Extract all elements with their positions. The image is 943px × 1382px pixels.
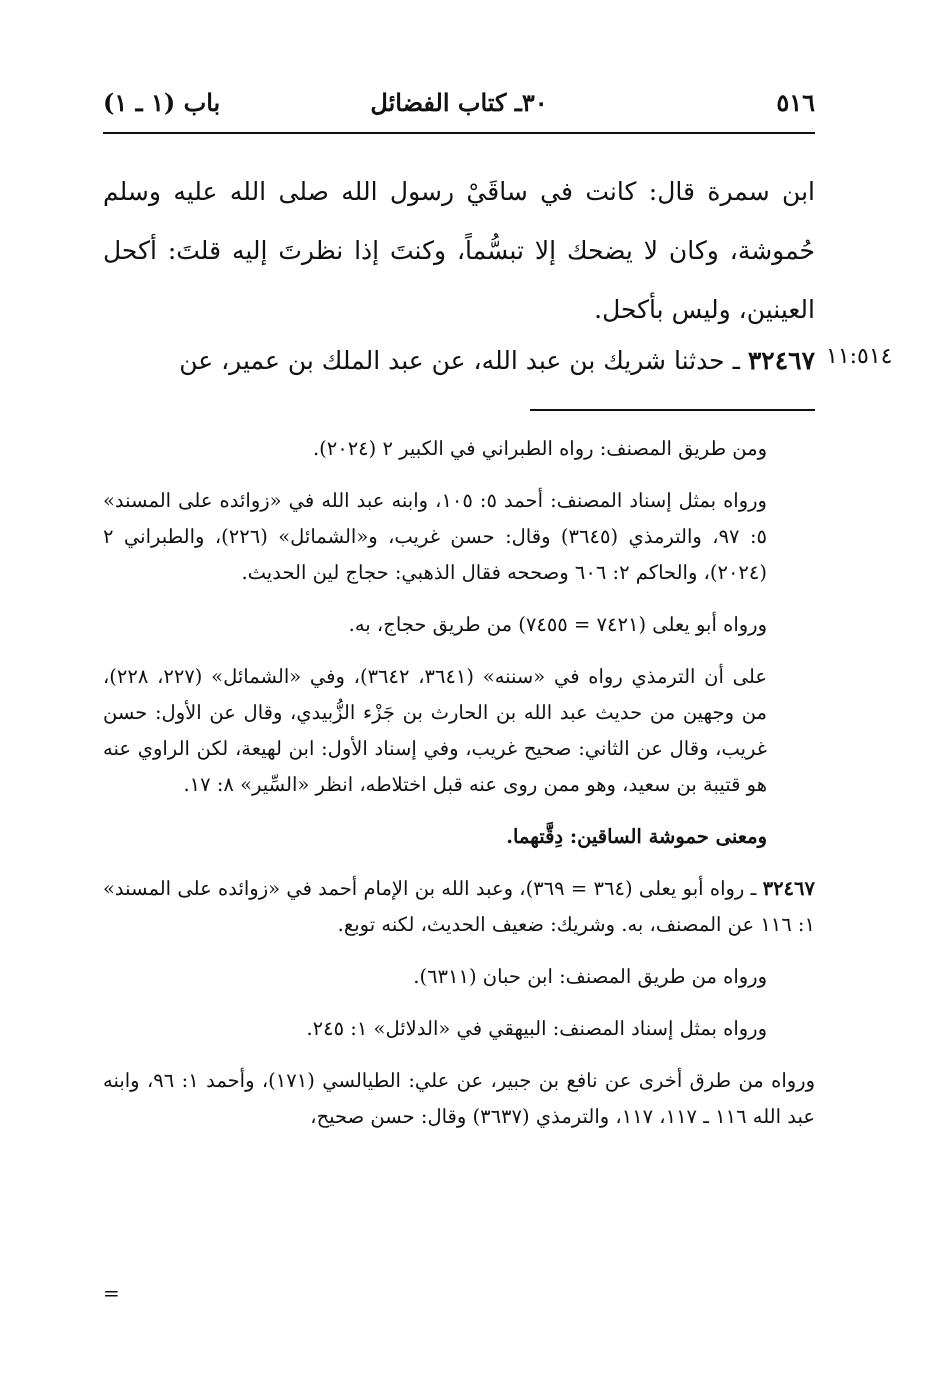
footnote-hadith-number: ٣٢٤٦٧ [762, 877, 815, 900]
footnote-paragraph: ورواه بمثل إسناد المصنف: البيهقي في «الدلائل» ١: ٢٤٥. [306, 1017, 767, 1040]
hadith-number: ٣٢٤٦٧ [747, 346, 815, 375]
footnote-paragraph: ورواه من طريق المصنف: ابن حبان (٦٣١١). [413, 965, 767, 988]
footnote-paragraph: ورواه أبو يعلى (٧٤٢١ = ٧٤٥٥) من طريق حجاج، به. [348, 613, 767, 636]
footnote-text: ـ رواه أبو يعلى (٣٦٤ = ٣٦٩)، وعبد الله بن الإمام أحمد في «زوائده على المسند» ١: ١١٦ عن المصنف، به. وشريك: ضعيف الحديث، لكنه توبع. [103, 877, 815, 936]
margin-reference: ١١:٥١٤ [826, 344, 893, 369]
header-divider [103, 132, 815, 134]
footnote-paragraph: على أن الترمذي رواه في «سننه» (٣٦٤١، ٣٦٤٢)، وفي «الشمائل» (٢٢٧، ٢٢٨)، من وجهين من حديث عبد الله بن الحارث بن جَزْء الزُّبيدي، وقال عن الأول: حسن غريب، وقال عن الثاني: صحيح غريب، وفي إسناد الأول: ابن لهيعة، لكن الراوي عنه هو قتيبة بن سعيد، وهو ممن روى عنه قبل اختلاطه، انظر «السِّير» ٨: ١٧. [103, 665, 767, 796]
book-title: ٣٠ـ كتاب الفضائل [370, 88, 548, 117]
main-paragraph: ابن سمرة قال: كانت في ساقَيْ رسول الله صلى الله عليه وسلم حُموشة، وكان لا يضحك إلا تبسُّماً، وكنتَ إذا نظرتَ إليه قلتَ: أكحل العينين، وليس بأكحل. [103, 177, 815, 324]
footnote-paragraph: ورواه من طرق أخرى عن نافع بن جبير، عن علي: الطيالسي (١٧١)، وأحمد ١: ٩٦، وابنه عبد الله ١١٦ ـ ١١٧، ١١٧، والترمذي (٣٦٣٧) وقال: حسن صحيح، [103, 1069, 816, 1128]
chapter-label: باب (١ ـ ١) [103, 88, 221, 117]
continuation-mark: = [103, 1281, 120, 1305]
page-number: ٥١٦ [776, 88, 815, 117]
footnote-paragraph [103, 871, 815, 943]
page-header [103, 86, 815, 126]
footnote-paragraph: ورواه بمثل إسناد المصنف: أحمد ٥: ١٠٥، وابنه عبد الله في «زوائده على المسند» ٥: ٩٧، والترمذي (٣٦٤٥) وقال: حسن غريب، و«الشمائل» (٢٢٦)، والطبراني ٢ (٢٠٢٤)، والحاكم ٢: ٦٠٦ وصححه فقال الذهبي: حجاج لين الحديث. [103, 489, 767, 584]
footnotes [103, 431, 815, 1151]
footnote-paragraph: ومعنى حموشة الساقين: دِقَّتهما. [506, 825, 767, 848]
hadith-text: ـ حدثنا شريك بن عبد الله، عن عبد الملك بن عمير، عن [179, 346, 748, 375]
hadith-line [103, 336, 815, 386]
footnote-divider [530, 409, 815, 411]
footnote-paragraph: ومن طريق المصنف: رواه الطبراني في الكبير ٢ (٢٠٢٤). [312, 437, 767, 460]
